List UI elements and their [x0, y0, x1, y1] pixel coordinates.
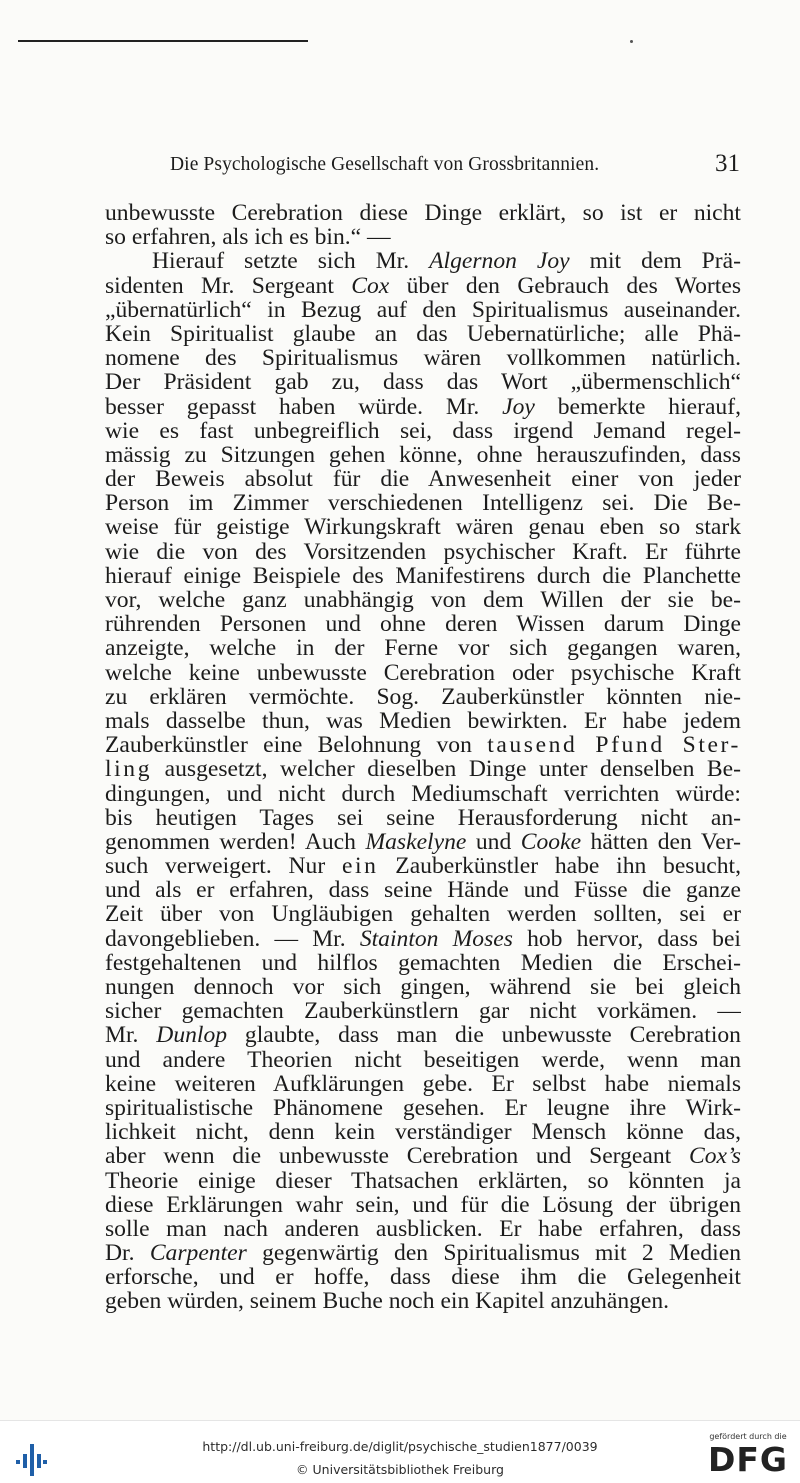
text-run: hob hervor, dass bei [512, 926, 741, 951]
footer [0, 1420, 800, 1483]
text-run: ausgesetzt, welcher dieselben Dinge unter denselben Be- [152, 757, 741, 782]
text-run: ling [105, 757, 153, 782]
text-line [105, 1265, 741, 1289]
text-line [105, 612, 741, 636]
text-line [105, 467, 741, 491]
text-line [105, 1023, 741, 1047]
text-line [105, 709, 741, 733]
text-run: glaubte, dass man die unbewusste Cerebration [227, 1023, 741, 1048]
text-line [105, 225, 741, 249]
text-run: festgehaltenen und hilflos gemachten Medien die Erschei- [105, 950, 741, 975]
text-run: diese Erklärungen wahr sein, und für die Lösung der übrigen [105, 1192, 741, 1217]
text-run: Stainton Moses [359, 926, 513, 951]
text-run: sicher gemachten Zauberkünstlern gar nicht vorkämen. — [105, 999, 741, 1024]
text-run: Person im Zimmer verschiedenen Intelligenz sei. Die Be- [105, 491, 741, 516]
text-run: rührenden Personen und ohne deren Wissen darum Dinge [105, 612, 741, 637]
text-line [105, 1217, 741, 1241]
text-line [105, 1096, 741, 1120]
text-run: Cox’s [688, 1144, 741, 1169]
text-run: aber wenn die unbewusste Cerebration und Sergeant [105, 1144, 689, 1169]
text-line [105, 564, 741, 588]
text-run: über den Gebrauch des Wortes [389, 273, 741, 298]
text-line [105, 878, 741, 902]
text-line [105, 636, 741, 660]
text-run: mals dasselbe thun, was Medien bewirkten. Er habe jedem [105, 708, 741, 734]
text-line [105, 757, 741, 781]
text-run: dingungen, und nicht durch Mediumschaft verrichten würde: [105, 781, 741, 806]
text-run: Kein Spiritualist glaube an das Uebernatürliche; alle Phä- [105, 321, 741, 347]
text-run: tausend Pfund Ster- [487, 733, 741, 758]
text-run: lichkeit nicht, denn kein verständiger Mensch könne das, [105, 1120, 741, 1145]
text-line [105, 540, 741, 564]
text-line [105, 999, 741, 1023]
running-head [170, 150, 740, 182]
text-run: mit dem Prä- [569, 249, 741, 274]
text-run: geben würden, seinem Buche noch ein Kapitel anzuhängen. [105, 1289, 670, 1314]
text-line [105, 1289, 741, 1313]
text-line [105, 274, 741, 298]
dfg-logo-icon[interactable] [700, 1432, 796, 1482]
text-run: hätten den Ver- [581, 829, 741, 855]
text-run: unbewusste Cerebration diese Dinge erklärt, so ist er nicht [105, 201, 741, 226]
text-line [105, 515, 741, 539]
footer-copyright: © Universitätsbibliothek Freiburg [296, 1462, 504, 1477]
text-line [105, 1072, 741, 1096]
text-run: wie die von des Vorsitzenden psychischer Kraft. Er führte [105, 539, 741, 564]
text-run: genommen werden! Auch [105, 829, 366, 855]
text-line [105, 806, 741, 830]
text-run: zu erklären vermöchte. Sog. Zauberkünstler könnten nie- [105, 684, 741, 709]
text-line [105, 249, 741, 273]
text-run: Zauberkünstler eine Belohnung von [105, 733, 488, 758]
text-run: Dr. [105, 1241, 150, 1266]
text-line [105, 661, 741, 685]
text-run: wie es fast unbegreiflich sei, dass irgend Jemand regel- [105, 418, 741, 443]
text-line [105, 951, 741, 975]
text-run: such verweigert. Nur [105, 854, 342, 879]
text-run: und [466, 829, 521, 855]
text-run: spiritualistische Phänomene gesehen. Er leugne ihre Wirk- [105, 1095, 741, 1121]
text-run: sidenten Mr. Sergeant [105, 273, 352, 298]
text-run: Theorie einige dieser Thatsachen erklärten, so könnten ja [105, 1168, 741, 1193]
text-run: „übernatürlich“ in Bezug auf den Spiritualismus auseinander. [105, 297, 741, 322]
text-run: so erfahren, als ich es bin.“ — [105, 225, 391, 250]
text-line [105, 854, 741, 878]
scan-speck [630, 40, 633, 43]
text-run: Dunlop [156, 1023, 228, 1048]
text-run: vor, welche ganz unabhängig von dem Willen der sie be- [105, 588, 741, 613]
text-line [105, 395, 741, 419]
text-run: der Beweis absolut für die Anwesenheit einer von jeder [105, 467, 741, 492]
text-line [105, 975, 741, 999]
text-run: solle man nach anderen ausblicken. Er habe erfahren, dass [105, 1216, 741, 1242]
text-run: mässig zu Sitzungen gehen könne, ohne herauszufinden, dass [105, 442, 741, 468]
text-run: und andere Theorien nicht beseitigen werde, wenn man [105, 1047, 741, 1072]
text-line [105, 419, 741, 443]
text-run: davongeblieben. — Mr. [105, 926, 360, 951]
text-line [105, 927, 741, 951]
text-line [105, 1048, 741, 1072]
text-run: Algernon Joy [429, 249, 570, 274]
text-line [105, 298, 741, 322]
text-line [105, 1241, 741, 1265]
text-run: Cooke [520, 829, 582, 855]
text-run: Joy [502, 394, 535, 419]
text-line [105, 685, 741, 709]
text-run: Der Präsident gab zu, dass das Wort „übermenschlich“ [105, 370, 741, 395]
text-run: keine weiteren Aufklärungen gebe. Er selbst habe niemals [105, 1071, 741, 1096]
text-line [105, 322, 741, 346]
text-run: und als er erfahren, dass seine Hände und Füsse die ganze [105, 878, 741, 903]
text-run: Zeit über von Ungläubigen gehalten werden sollten, sei er [105, 902, 741, 927]
text-line [105, 782, 741, 806]
text-run: ein [341, 854, 379, 879]
footer-url-link[interactable]: http://dl.ub.uni-freiburg.de/diglit/psychische_studien1877/0039 [202, 1439, 598, 1454]
text-line [105, 588, 741, 612]
text-run: Hierauf setzte sich Mr. [152, 249, 430, 274]
text-line [105, 1169, 741, 1193]
text-run: bemerkte hierauf, [534, 394, 741, 419]
running-title: Die Psychologische Gesellschaft von Grossbritannien. [170, 154, 600, 175]
text-run: hierauf einige Beispiele des Manifestirens durch die Planchette [105, 563, 741, 588]
text-line [105, 443, 741, 467]
text-run: weise für geistige Wirkungskraft wären genau eben so stark [105, 515, 741, 540]
text-run: anzeigte, welche in der Ferne vor sich gegangen waren, [105, 636, 741, 661]
text-line [105, 491, 741, 515]
text-line [105, 1120, 741, 1144]
body-text [105, 201, 741, 1314]
text-run: nomene des Spiritualismus wären vollkommen natürlich. [105, 346, 741, 371]
text-run: Carpenter [149, 1241, 247, 1266]
text-run: bis heutigen Tages sei seine Herausforderung nicht an- [105, 805, 741, 830]
text-line [105, 1193, 741, 1217]
footer-divider [0, 1420, 800, 1421]
text-run: Zauberkünstler habe ihn besucht, [378, 854, 741, 879]
text-run: nungen dennoch vor sich gingen, während sie bei gleich [105, 975, 741, 1000]
text-line [105, 902, 741, 926]
dfg-logo-text: DFG [708, 1440, 789, 1479]
text-line [105, 201, 741, 225]
page-number: 31 [715, 150, 740, 177]
text-line [105, 733, 741, 757]
top-rule-line [18, 40, 308, 42]
text-line [105, 1144, 741, 1168]
text-line [105, 830, 741, 854]
text-run: besser gepasst haben würde. Mr. [105, 394, 503, 419]
text-run: Cox [351, 273, 390, 298]
text-run: Maskelyne [365, 829, 467, 855]
text-run: Mr. [105, 1023, 157, 1048]
text-run: erforsche, und er hoffe, dass diese ihm die Gelegenheit [105, 1265, 741, 1290]
text-run: gegenwärtig den Spiritualismus mit 2 Medien [246, 1241, 741, 1266]
text-run: welche keine unbewusste Cerebration oder psychische Kraft [105, 660, 741, 685]
dfg-caption: gefördert durch die [709, 1432, 787, 1441]
text-line [105, 346, 741, 370]
text-line [105, 370, 741, 394]
